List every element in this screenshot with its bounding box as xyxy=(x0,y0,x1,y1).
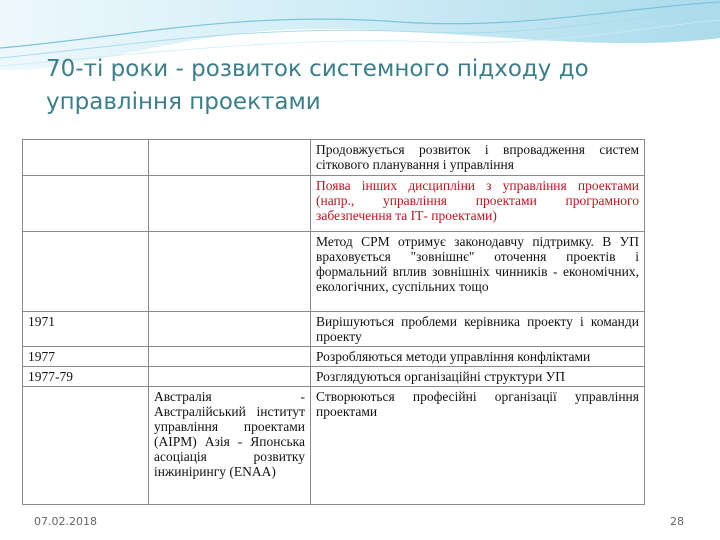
event-cell: Вирішуються проблеми керівника проекту і команди проекту xyxy=(311,312,645,347)
slide-title: 70-ті роки - розвиток системного підходу до управління проектами xyxy=(46,56,589,115)
organization-cell xyxy=(149,347,311,367)
event-cell: Створюються професійні організації управління проектами xyxy=(311,387,645,505)
organization-cell xyxy=(149,312,311,347)
year-cell xyxy=(23,176,149,232)
organization-cell xyxy=(149,367,311,387)
organization-cell xyxy=(149,176,311,232)
year-cell xyxy=(23,232,149,312)
year-cell xyxy=(23,140,149,176)
table-row xyxy=(23,387,645,505)
event-cell-highlighted: Поява інших дисципліни з управління проектами (напр., управління проектами програмного забезпечення та ІТ- проектами) xyxy=(311,176,645,232)
year-cell: 1971 xyxy=(23,312,149,347)
table-row xyxy=(23,176,645,232)
event-cell: Розробляються методи управління конфліктами xyxy=(311,347,645,367)
year-cell: 1977 xyxy=(23,347,149,367)
year-cell xyxy=(23,387,149,505)
organization-cell xyxy=(149,140,311,176)
footer-date: 07.02.2018 xyxy=(34,515,97,528)
event-cell: Продовжується розвиток і впровадження систем сіткового планування і управління xyxy=(311,140,645,176)
year-cell: 1977-79 xyxy=(23,367,149,387)
organization-cell xyxy=(149,232,311,312)
event-cell: Метод CPM отримує законодавчу підтримку. В УП враховується "зовнішнє" оточення проектів і формальний вплив зовнішніх чинників - економічних, екологічних, суспільних тощо xyxy=(311,232,645,312)
table-row xyxy=(23,232,645,312)
table-row xyxy=(23,367,645,387)
organization-cell: Австралія - Австралійський інститут управління проектами (AIPM) Азія - Японська асоціація розвитку інжинірингу (ENAA) xyxy=(149,387,311,505)
table-row xyxy=(23,312,645,347)
page-number: 28 xyxy=(670,515,684,528)
table-row xyxy=(23,140,645,176)
event-cell: Розглядуються організаційні структури УП xyxy=(311,367,645,387)
table-row xyxy=(23,347,645,367)
history-table xyxy=(22,139,645,505)
